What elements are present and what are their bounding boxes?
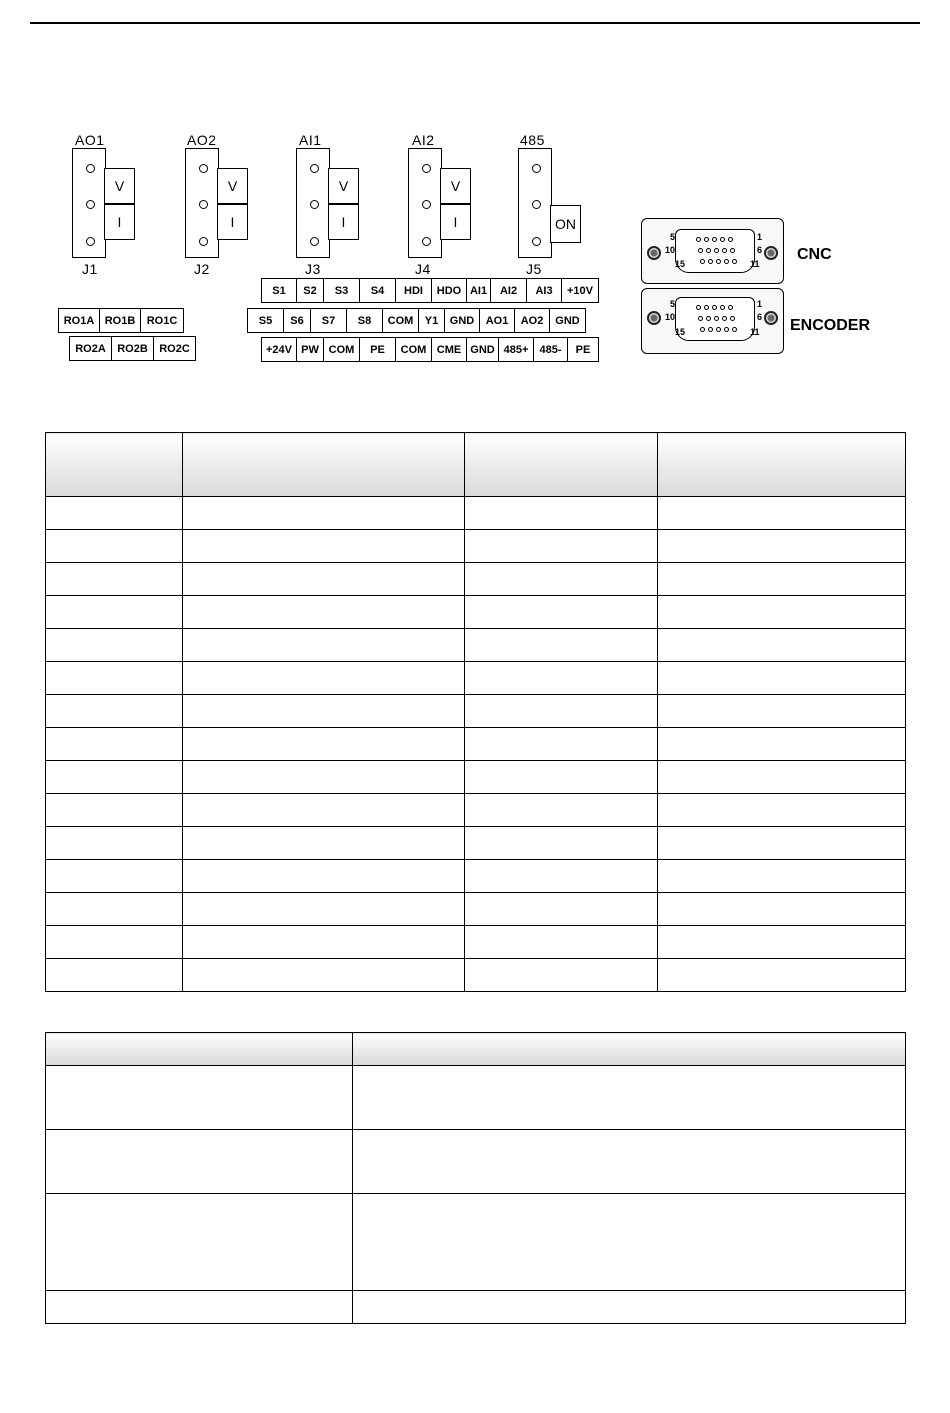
table-cell bbox=[183, 860, 465, 893]
pin-number: 10 bbox=[665, 312, 676, 322]
pin bbox=[730, 316, 735, 321]
jumper-pin bbox=[422, 237, 431, 246]
terminal: RO1A bbox=[58, 308, 100, 333]
jumper-function-table bbox=[45, 1032, 906, 1324]
terminal: GND bbox=[549, 308, 586, 333]
jumper-option: ON bbox=[550, 205, 581, 243]
table-header-cell bbox=[465, 433, 658, 497]
table-cell bbox=[46, 497, 183, 530]
table-cell bbox=[183, 695, 465, 728]
table-cell bbox=[465, 530, 658, 563]
table-cell bbox=[465, 860, 658, 893]
pin bbox=[722, 248, 727, 253]
table-cell bbox=[46, 695, 183, 728]
table-header-cell bbox=[353, 1033, 906, 1066]
table-cell bbox=[658, 893, 906, 926]
table-cell bbox=[183, 728, 465, 761]
terminal: S6 bbox=[283, 308, 311, 333]
jumper-pin bbox=[532, 237, 541, 246]
pin bbox=[700, 327, 705, 332]
jumper-pin bbox=[532, 200, 541, 209]
table-header-cell bbox=[658, 433, 906, 497]
table-cell bbox=[183, 563, 465, 596]
terminal: GND bbox=[444, 308, 480, 333]
terminal: AI3 bbox=[526, 278, 562, 303]
table-cell bbox=[46, 1130, 353, 1194]
jumper-pin bbox=[422, 200, 431, 209]
table-row bbox=[46, 497, 906, 530]
pin bbox=[722, 316, 727, 321]
table-cell bbox=[658, 497, 906, 530]
jumper-top-label: 485 bbox=[520, 132, 545, 148]
table-row bbox=[46, 629, 906, 662]
jumper-pin bbox=[86, 164, 95, 173]
jumper-top-label: AI2 bbox=[412, 132, 435, 148]
jumper-option: V bbox=[328, 168, 359, 204]
table-cell bbox=[183, 761, 465, 794]
terminal: RO1C bbox=[140, 308, 184, 333]
table-cell bbox=[658, 662, 906, 695]
pin bbox=[732, 259, 737, 264]
terminal-function-table bbox=[45, 432, 906, 992]
terminal: HDI bbox=[395, 278, 432, 303]
terminal: AI2 bbox=[490, 278, 527, 303]
table-row bbox=[46, 860, 906, 893]
terminal: RO2C bbox=[153, 336, 196, 361]
table-cell bbox=[465, 728, 658, 761]
jumper-pin bbox=[199, 237, 208, 246]
terminal: S4 bbox=[359, 278, 396, 303]
table-cell bbox=[465, 761, 658, 794]
screw-icon bbox=[647, 246, 661, 260]
jumper-jack bbox=[408, 148, 442, 258]
table-cell bbox=[46, 1066, 353, 1130]
table-row bbox=[46, 1291, 906, 1324]
table-cell bbox=[46, 926, 183, 959]
table-cell bbox=[658, 827, 906, 860]
table-cell bbox=[465, 596, 658, 629]
jumper-option: I bbox=[328, 204, 359, 240]
terminal: CME bbox=[431, 337, 467, 362]
table-cell bbox=[465, 497, 658, 530]
table-cell bbox=[658, 563, 906, 596]
jumper-jack bbox=[185, 148, 219, 258]
table-cell bbox=[46, 794, 183, 827]
table-cell bbox=[183, 662, 465, 695]
table-row bbox=[46, 827, 906, 860]
table-header-row bbox=[46, 433, 906, 497]
pin bbox=[720, 305, 725, 310]
jumper-bottom-label: J5 bbox=[526, 261, 542, 277]
terminal: S5 bbox=[247, 308, 284, 333]
jumper-bottom-label: J2 bbox=[194, 261, 210, 277]
terminal: COM bbox=[382, 308, 419, 333]
pin bbox=[712, 237, 717, 242]
terminal: AO1 bbox=[479, 308, 515, 333]
terminal: S3 bbox=[323, 278, 360, 303]
table-cell bbox=[465, 563, 658, 596]
pin bbox=[716, 259, 721, 264]
pin bbox=[706, 248, 711, 253]
jumper-pin bbox=[199, 164, 208, 173]
jumper-pin bbox=[86, 200, 95, 209]
pin bbox=[720, 237, 725, 242]
pin-number: 6 bbox=[757, 245, 763, 255]
jumper-top-label: AO1 bbox=[75, 132, 105, 148]
pin bbox=[700, 259, 705, 264]
table-cell bbox=[658, 761, 906, 794]
jumper-pin bbox=[532, 164, 541, 173]
jumper-option: I bbox=[217, 204, 248, 240]
jumper-bottom-label: J3 bbox=[305, 261, 321, 277]
table-cell bbox=[465, 959, 658, 992]
jumper-option: V bbox=[217, 168, 248, 204]
pin bbox=[698, 316, 703, 321]
table-row bbox=[46, 530, 906, 563]
jumper-pin bbox=[422, 164, 431, 173]
terminal: S7 bbox=[310, 308, 347, 333]
table-cell bbox=[46, 860, 183, 893]
table-row bbox=[46, 1066, 906, 1130]
pin bbox=[732, 327, 737, 332]
pin bbox=[714, 316, 719, 321]
pin bbox=[724, 259, 729, 264]
pin-number: 15 bbox=[675, 327, 686, 337]
terminal: RO2A bbox=[69, 336, 112, 361]
pin bbox=[708, 327, 713, 332]
jumper-jack bbox=[296, 148, 330, 258]
screw-icon bbox=[764, 311, 778, 325]
table-row bbox=[46, 1194, 906, 1291]
pin bbox=[696, 305, 701, 310]
terminal: COM bbox=[395, 337, 432, 362]
table-row bbox=[46, 926, 906, 959]
table-row bbox=[46, 959, 906, 992]
terminal: AI1 bbox=[466, 278, 491, 303]
jumper-jack bbox=[72, 148, 106, 258]
table-cell bbox=[658, 629, 906, 662]
table-cell bbox=[183, 926, 465, 959]
terminal: +10V bbox=[561, 278, 599, 303]
table-cell bbox=[465, 695, 658, 728]
pin bbox=[708, 259, 713, 264]
table-cell bbox=[46, 662, 183, 695]
table-cell bbox=[46, 530, 183, 563]
jumper-option: I bbox=[104, 204, 135, 240]
pin-number: 1 bbox=[757, 232, 763, 242]
jumper-option: V bbox=[440, 168, 471, 204]
table-cell bbox=[353, 1194, 906, 1291]
terminal: PE bbox=[359, 337, 396, 362]
table-cell bbox=[658, 959, 906, 992]
pin bbox=[706, 316, 711, 321]
pin bbox=[704, 237, 709, 242]
table-cell bbox=[46, 827, 183, 860]
table-row bbox=[46, 563, 906, 596]
terminal: S8 bbox=[346, 308, 383, 333]
terminal: +24V bbox=[261, 337, 297, 362]
jumper-pin bbox=[199, 200, 208, 209]
table-cell bbox=[658, 728, 906, 761]
terminal: COM bbox=[323, 337, 360, 362]
table-cell bbox=[46, 1291, 353, 1324]
table-row bbox=[46, 1130, 906, 1194]
table-cell bbox=[465, 794, 658, 827]
terminal: PW bbox=[296, 337, 324, 362]
pin-number: 5 bbox=[670, 299, 676, 309]
table-header-cell bbox=[46, 1033, 353, 1066]
table-cell bbox=[658, 596, 906, 629]
terminal: RO1B bbox=[99, 308, 141, 333]
pin-number: 10 bbox=[665, 245, 676, 255]
table-cell bbox=[46, 761, 183, 794]
jumper-bottom-label: J1 bbox=[82, 261, 98, 277]
jumper-top-label: AI1 bbox=[299, 132, 322, 148]
table-cell bbox=[183, 629, 465, 662]
pin-number: 5 bbox=[670, 232, 676, 242]
pin bbox=[704, 305, 709, 310]
pin bbox=[714, 248, 719, 253]
table-header-row bbox=[46, 1033, 906, 1066]
terminal: 485+ bbox=[498, 337, 534, 362]
pin bbox=[716, 327, 721, 332]
table-row bbox=[46, 761, 906, 794]
table-cell bbox=[465, 662, 658, 695]
terminal: Y1 bbox=[418, 308, 445, 333]
pin bbox=[730, 248, 735, 253]
pin bbox=[724, 327, 729, 332]
table-cell bbox=[46, 629, 183, 662]
table-row bbox=[46, 728, 906, 761]
table-cell bbox=[183, 530, 465, 563]
pin bbox=[728, 305, 733, 310]
table-cell bbox=[465, 926, 658, 959]
table-header-cell bbox=[183, 433, 465, 497]
table-row bbox=[46, 794, 906, 827]
table-cell bbox=[46, 728, 183, 761]
table-row bbox=[46, 596, 906, 629]
table-row bbox=[46, 893, 906, 926]
dsub-plug bbox=[675, 229, 755, 273]
pin bbox=[728, 237, 733, 242]
table-cell bbox=[658, 530, 906, 563]
table-cell bbox=[46, 563, 183, 596]
table-cell bbox=[465, 893, 658, 926]
jumper-pin bbox=[310, 200, 319, 209]
terminal: PE bbox=[567, 337, 599, 362]
table-row bbox=[46, 695, 906, 728]
table-cell bbox=[465, 827, 658, 860]
pin bbox=[698, 248, 703, 253]
jumper-option: V bbox=[104, 168, 135, 204]
table-cell bbox=[183, 827, 465, 860]
table-cell bbox=[46, 1194, 353, 1291]
terminal: S1 bbox=[261, 278, 297, 303]
jumper-bottom-label: J4 bbox=[415, 261, 431, 277]
dsub-shell bbox=[641, 288, 784, 354]
table-cell bbox=[353, 1066, 906, 1130]
table-row bbox=[46, 662, 906, 695]
pin-number: 11 bbox=[750, 259, 760, 269]
jumper-pin bbox=[310, 237, 319, 246]
table-cell bbox=[658, 794, 906, 827]
table-cell bbox=[183, 893, 465, 926]
table-cell bbox=[353, 1291, 906, 1324]
terminal: HDO bbox=[431, 278, 467, 303]
table-cell bbox=[658, 860, 906, 893]
terminal: AO2 bbox=[514, 308, 550, 333]
table-cell bbox=[46, 596, 183, 629]
table-cell bbox=[353, 1130, 906, 1194]
pin bbox=[696, 237, 701, 242]
dsub-plug bbox=[675, 297, 755, 341]
terminal: 485- bbox=[533, 337, 568, 362]
dsub-shell bbox=[641, 218, 784, 284]
terminal: S2 bbox=[296, 278, 324, 303]
jumper-top-label: AO2 bbox=[187, 132, 217, 148]
screw-icon bbox=[647, 311, 661, 325]
screw-icon bbox=[764, 246, 778, 260]
jumper-option: I bbox=[440, 204, 471, 240]
jumper-jack bbox=[518, 148, 552, 258]
connector-label: CNC bbox=[797, 246, 832, 263]
jumper-pin bbox=[86, 237, 95, 246]
jumper-pin bbox=[310, 164, 319, 173]
terminal: GND bbox=[466, 337, 499, 362]
table-cell bbox=[658, 695, 906, 728]
terminal: RO2B bbox=[111, 336, 154, 361]
table-cell bbox=[46, 893, 183, 926]
table-cell bbox=[183, 497, 465, 530]
pin-number: 15 bbox=[675, 259, 686, 269]
pin bbox=[712, 305, 717, 310]
table-cell bbox=[183, 794, 465, 827]
header-rule bbox=[30, 22, 920, 24]
table-cell bbox=[465, 629, 658, 662]
pin-number: 6 bbox=[757, 312, 763, 322]
table-header-cell bbox=[46, 433, 183, 497]
pin-number: 11 bbox=[750, 327, 760, 337]
table-cell bbox=[183, 959, 465, 992]
table-cell bbox=[658, 926, 906, 959]
pin-number: 1 bbox=[757, 299, 763, 309]
table-cell bbox=[183, 596, 465, 629]
connector-label: ENCODER bbox=[790, 317, 871, 334]
table-cell bbox=[46, 959, 183, 992]
